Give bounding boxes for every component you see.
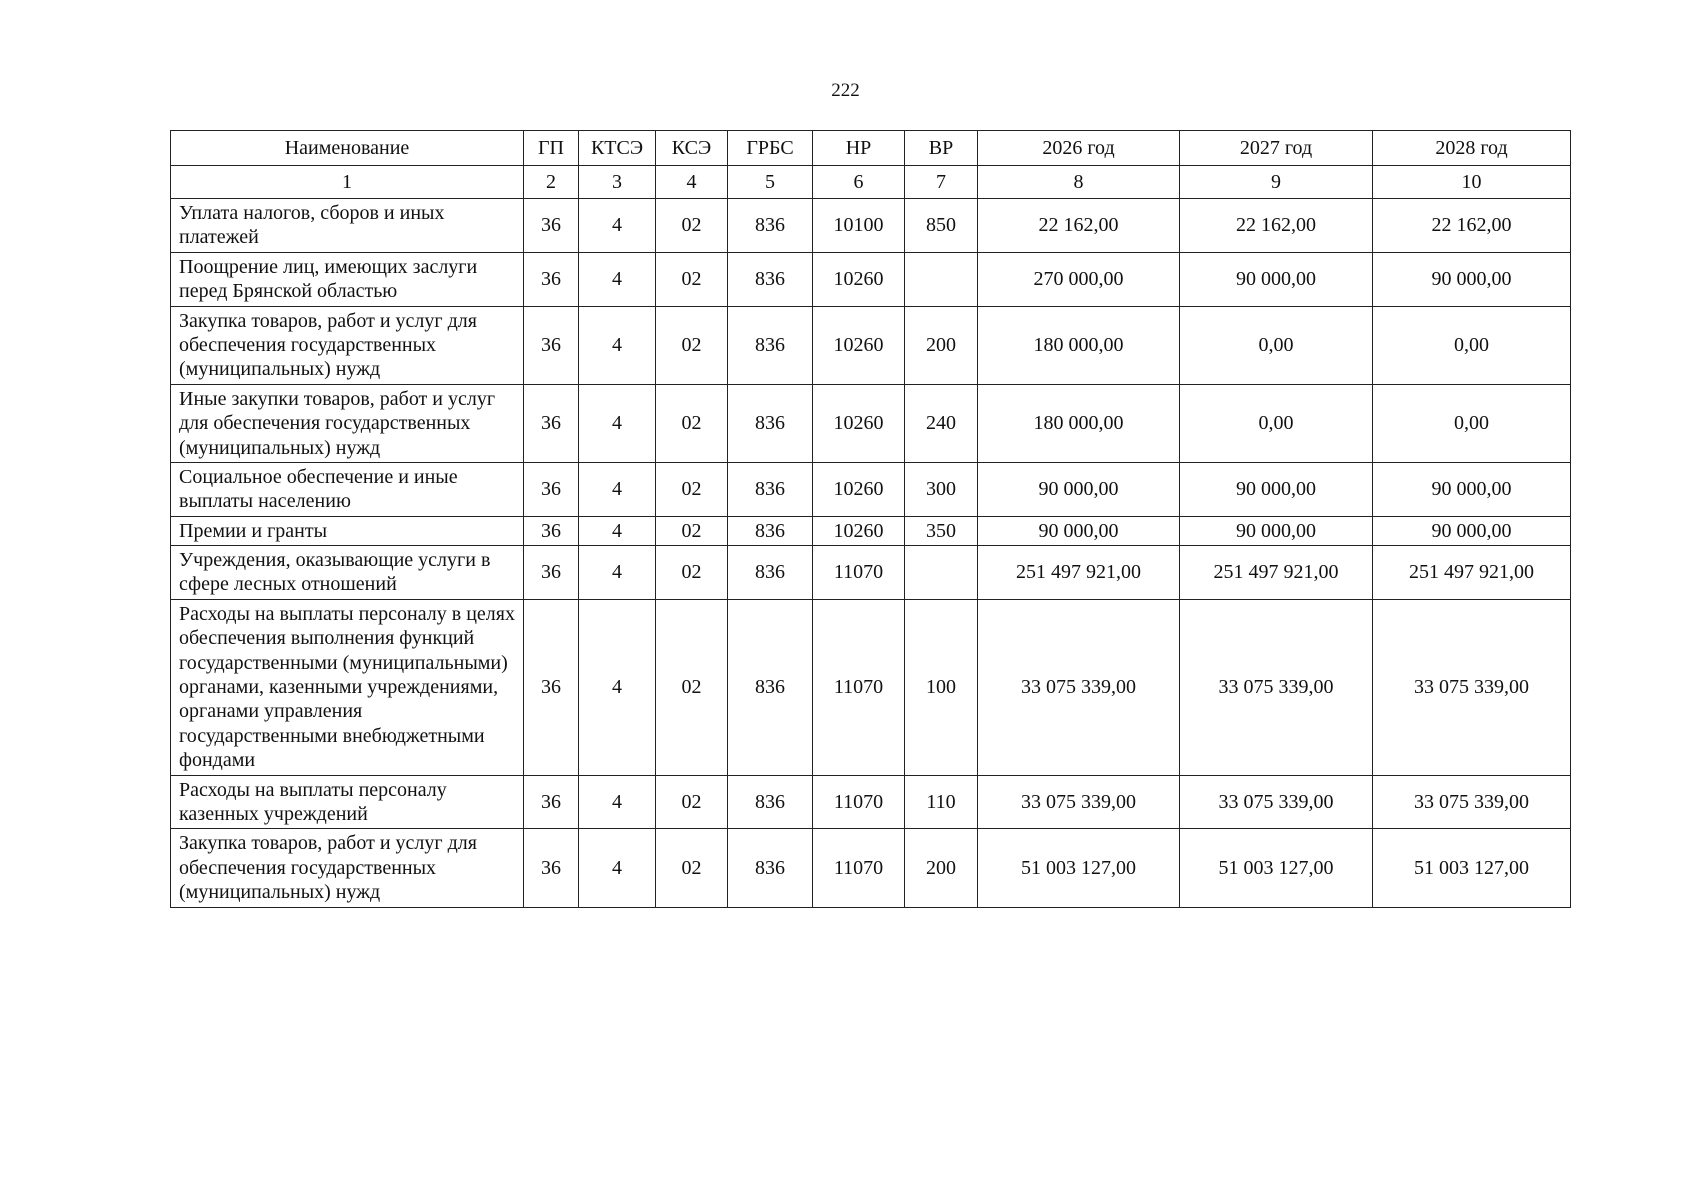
ktse-cell: 4 bbox=[579, 775, 656, 829]
column-number: 9 bbox=[1180, 166, 1373, 199]
name-cell: Социальное обеспечение и иные выплаты населению bbox=[171, 462, 524, 516]
amount-2028-cell: 33 075 339,00 bbox=[1373, 599, 1571, 775]
nr-cell: 11070 bbox=[813, 546, 905, 600]
name-cell: Иные закупки товаров, работ и услуг для обеспечения государственных (муниципальных) нужд bbox=[171, 384, 524, 462]
nr-cell: 11070 bbox=[813, 829, 905, 907]
column-number: 3 bbox=[579, 166, 656, 199]
grbs-cell: 836 bbox=[728, 462, 813, 516]
gp-cell: 36 bbox=[524, 462, 579, 516]
amount-2027-cell: 33 075 339,00 bbox=[1180, 599, 1373, 775]
header-2028: 2028 год bbox=[1373, 131, 1571, 166]
kse-cell: 02 bbox=[656, 306, 728, 384]
gp-cell: 36 bbox=[524, 306, 579, 384]
column-number: 5 bbox=[728, 166, 813, 199]
amount-2026-cell: 270 000,00 bbox=[978, 252, 1180, 306]
amount-2028-cell: 0,00 bbox=[1373, 384, 1571, 462]
nr-cell: 10260 bbox=[813, 462, 905, 516]
ktse-cell: 4 bbox=[579, 384, 656, 462]
grbs-cell: 836 bbox=[728, 384, 813, 462]
amount-2026-cell: 22 162,00 bbox=[978, 199, 1180, 253]
vr-cell bbox=[905, 546, 978, 600]
amount-2026-cell: 251 497 921,00 bbox=[978, 546, 1180, 600]
grbs-cell: 836 bbox=[728, 306, 813, 384]
kse-cell: 02 bbox=[656, 829, 728, 907]
column-number: 10 bbox=[1373, 166, 1571, 199]
grbs-cell: 836 bbox=[728, 775, 813, 829]
header-ktse: КТСЭ bbox=[579, 131, 656, 166]
ktse-cell: 4 bbox=[579, 199, 656, 253]
ktse-cell: 4 bbox=[579, 599, 656, 775]
nr-cell: 10260 bbox=[813, 252, 905, 306]
amount-2026-cell: 33 075 339,00 bbox=[978, 775, 1180, 829]
header-2026: 2026 год bbox=[978, 131, 1180, 166]
name-cell: Учреждения, оказывающие услуги в сфере лесных отношений bbox=[171, 546, 524, 600]
vr-cell: 300 bbox=[905, 462, 978, 516]
gp-cell: 36 bbox=[524, 546, 579, 600]
amount-2028-cell: 251 497 921,00 bbox=[1373, 546, 1571, 600]
name-cell: Уплата налогов, сборов и иных платежей bbox=[171, 199, 524, 253]
header-nr: НР bbox=[813, 131, 905, 166]
vr-cell: 200 bbox=[905, 829, 978, 907]
table-row bbox=[171, 829, 1571, 907]
amount-2027-cell: 51 003 127,00 bbox=[1180, 829, 1373, 907]
amount-2027-cell: 33 075 339,00 bbox=[1180, 775, 1373, 829]
ktse-cell: 4 bbox=[579, 516, 656, 545]
grbs-cell: 836 bbox=[728, 516, 813, 545]
amount-2026-cell: 180 000,00 bbox=[978, 306, 1180, 384]
amount-2027-cell: 0,00 bbox=[1180, 384, 1373, 462]
kse-cell: 02 bbox=[656, 546, 728, 600]
table-row bbox=[171, 252, 1571, 306]
kse-cell: 02 bbox=[656, 775, 728, 829]
header-kse: КСЭ bbox=[656, 131, 728, 166]
amount-2026-cell: 51 003 127,00 bbox=[978, 829, 1180, 907]
budget-table-container bbox=[170, 130, 1570, 908]
nr-cell: 10260 bbox=[813, 516, 905, 545]
name-cell: Премии и гранты bbox=[171, 516, 524, 545]
budget-table bbox=[170, 130, 1571, 908]
kse-cell: 02 bbox=[656, 516, 728, 545]
gp-cell: 36 bbox=[524, 199, 579, 253]
kse-cell: 02 bbox=[656, 199, 728, 253]
amount-2026-cell: 33 075 339,00 bbox=[978, 599, 1180, 775]
amount-2027-cell: 90 000,00 bbox=[1180, 516, 1373, 545]
nr-cell: 10260 bbox=[813, 306, 905, 384]
amount-2028-cell: 51 003 127,00 bbox=[1373, 829, 1571, 907]
header-2027: 2027 год bbox=[1180, 131, 1373, 166]
nr-cell: 11070 bbox=[813, 599, 905, 775]
amount-2027-cell: 90 000,00 bbox=[1180, 252, 1373, 306]
page-number: 222 bbox=[831, 80, 860, 101]
table-row bbox=[171, 384, 1571, 462]
table-row bbox=[171, 775, 1571, 829]
header-vr: ВР bbox=[905, 131, 978, 166]
header-name: Наименование bbox=[171, 131, 524, 166]
grbs-cell: 836 bbox=[728, 252, 813, 306]
amount-2028-cell: 33 075 339,00 bbox=[1373, 775, 1571, 829]
column-number: 4 bbox=[656, 166, 728, 199]
kse-cell: 02 bbox=[656, 252, 728, 306]
ktse-cell: 4 bbox=[579, 462, 656, 516]
name-cell: Расходы на выплаты персоналу казенных учреждений bbox=[171, 775, 524, 829]
amount-2026-cell: 90 000,00 bbox=[978, 516, 1180, 545]
nr-cell: 11070 bbox=[813, 775, 905, 829]
amount-2026-cell: 180 000,00 bbox=[978, 384, 1180, 462]
grbs-cell: 836 bbox=[728, 829, 813, 907]
column-number-row bbox=[171, 166, 1571, 199]
vr-cell: 110 bbox=[905, 775, 978, 829]
header-grbs: ГРБС bbox=[728, 131, 813, 166]
column-number: 6 bbox=[813, 166, 905, 199]
kse-cell: 02 bbox=[656, 599, 728, 775]
amount-2027-cell: 22 162,00 bbox=[1180, 199, 1373, 253]
gp-cell: 36 bbox=[524, 516, 579, 545]
nr-cell: 10260 bbox=[813, 384, 905, 462]
nr-cell: 10100 bbox=[813, 199, 905, 253]
vr-cell: 240 bbox=[905, 384, 978, 462]
ktse-cell: 4 bbox=[579, 829, 656, 907]
name-cell: Расходы на выплаты персоналу в целях обеспечения выполнения функций государственными (муниципальными) органами, казенными учреждениями, органами управления государственными внебюджетными фондами bbox=[171, 599, 524, 775]
grbs-cell: 836 bbox=[728, 546, 813, 600]
column-number: 8 bbox=[978, 166, 1180, 199]
gp-cell: 36 bbox=[524, 599, 579, 775]
column-number: 1 bbox=[171, 166, 524, 199]
ktse-cell: 4 bbox=[579, 546, 656, 600]
vr-cell: 200 bbox=[905, 306, 978, 384]
header-row bbox=[171, 131, 1571, 166]
grbs-cell: 836 bbox=[728, 599, 813, 775]
name-cell: Поощрение лиц, имеющих заслуги перед Брянской областью bbox=[171, 252, 524, 306]
name-cell: Закупка товаров, работ и услуг для обеспечения государственных (муниципальных) нужд bbox=[171, 306, 524, 384]
ktse-cell: 4 bbox=[579, 252, 656, 306]
amount-2028-cell: 90 000,00 bbox=[1373, 516, 1571, 545]
vr-cell: 350 bbox=[905, 516, 978, 545]
gp-cell: 36 bbox=[524, 384, 579, 462]
kse-cell: 02 bbox=[656, 384, 728, 462]
column-number: 2 bbox=[524, 166, 579, 199]
table-row bbox=[171, 462, 1571, 516]
amount-2027-cell: 0,00 bbox=[1180, 306, 1373, 384]
gp-cell: 36 bbox=[524, 775, 579, 829]
table-row bbox=[171, 516, 1571, 545]
amount-2028-cell: 90 000,00 bbox=[1373, 462, 1571, 516]
amount-2027-cell: 251 497 921,00 bbox=[1180, 546, 1373, 600]
amount-2027-cell: 90 000,00 bbox=[1180, 462, 1373, 516]
table-row bbox=[171, 546, 1571, 600]
column-number: 7 bbox=[905, 166, 978, 199]
gp-cell: 36 bbox=[524, 252, 579, 306]
table-row bbox=[171, 599, 1571, 775]
amount-2026-cell: 90 000,00 bbox=[978, 462, 1180, 516]
table-row bbox=[171, 306, 1571, 384]
grbs-cell: 836 bbox=[728, 199, 813, 253]
vr-cell: 100 bbox=[905, 599, 978, 775]
name-cell: Закупка товаров, работ и услуг для обеспечения государственных (муниципальных) нужд bbox=[171, 829, 524, 907]
vr-cell: 850 bbox=[905, 199, 978, 253]
amount-2028-cell: 0,00 bbox=[1373, 306, 1571, 384]
amount-2028-cell: 90 000,00 bbox=[1373, 252, 1571, 306]
amount-2028-cell: 22 162,00 bbox=[1373, 199, 1571, 253]
header-gp: ГП bbox=[524, 131, 579, 166]
kse-cell: 02 bbox=[656, 462, 728, 516]
gp-cell: 36 bbox=[524, 829, 579, 907]
vr-cell bbox=[905, 252, 978, 306]
ktse-cell: 4 bbox=[579, 306, 656, 384]
table-row bbox=[171, 199, 1571, 253]
